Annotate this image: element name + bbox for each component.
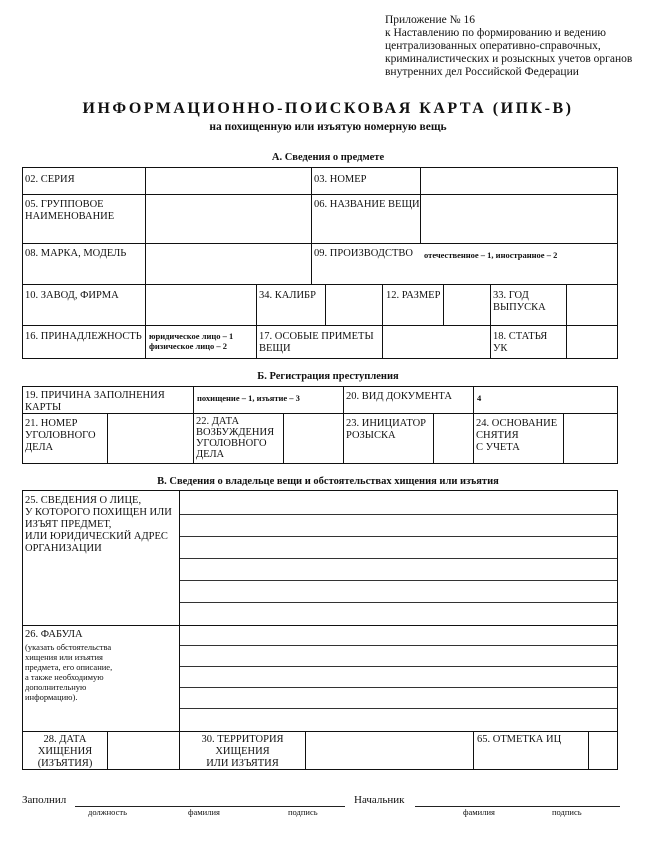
label-f25-owner-info: 25. СВЕДЕНИЯ О ЛИЦЕ, У КОТОРОГО ПОХИЩЕН ИЛИ ИЗЪЯТ ПРЕДМЕТ, ИЛИ ЮРИДИЧЕСКИЙ АДРЕС ОРГАНИЗАЦИИ — [25, 495, 172, 554]
input-f28-theft-date[interactable] — [108, 732, 178, 769]
input-f06-item-name[interactable] — [421, 195, 617, 243]
form-title: ИНФОРМАЦИОННО-ПОИСКОВАЯ КАРТА (ИПК-В) — [82, 100, 574, 117]
input-f23-initiator[interactable] — [434, 414, 472, 463]
label-f65-ic-mark: 65. ОТМЕТКА ИЦ — [477, 734, 562, 745]
input-f30-territory[interactable] — [306, 732, 472, 769]
section-c-title: В. Сведения о владельце вещи и обстоятельствах хищения или изъятия — [157, 476, 499, 487]
label-f10-factory: 10. ЗАВОД, ФИРМА — [25, 290, 119, 301]
f20-document-type-value[interactable]: 4 — [477, 393, 482, 403]
input-f02-series[interactable] — [146, 168, 310, 194]
input-f18-article[interactable] — [567, 326, 617, 358]
label-f12-size: 12. РАЗМЕР — [386, 290, 441, 301]
section-a-title: А. Сведения о предмете — [271, 152, 385, 163]
label-f17-special-marks: 17. ОСОБЫЕ ПРИМЕТЫ ВЕЩИ — [259, 331, 374, 354]
input-f33-year[interactable] — [567, 285, 617, 325]
form-subtitle: на похищенную или изъятую номерную вещь — [209, 121, 447, 133]
input-f26-plot[interactable] — [180, 626, 617, 730]
input-f22-case-date[interactable] — [284, 414, 342, 463]
input-f65-ic-mark[interactable] — [589, 732, 617, 769]
label-f08-brand-model: 08. МАРКА, МОДЕЛЬ — [25, 248, 127, 259]
label-f30-territory: 30. ТЕРРИТОРИЯ ХИЩЕНИЯ ИЛИ ИЗЪЯТИЯ — [201, 734, 284, 769]
input-f21-case-number[interactable] — [108, 414, 192, 463]
label-f03-number: 03. НОМЕР — [314, 174, 367, 185]
input-f34-caliber[interactable] — [326, 285, 381, 325]
label-f18-article: 18. СТАТЬЯ УК — [493, 331, 548, 354]
chief-signature-line[interactable] — [415, 806, 620, 807]
label-f02-series: 02. СЕРИЯ — [25, 174, 75, 185]
label-f34-caliber: 34. КАЛИБР — [259, 290, 316, 301]
label-f24-removal-basis: 24. ОСНОВАНИЕ СНЯТИЯ С УЧЕТА — [476, 418, 558, 453]
label-f33-year: 33. ГОД ВЫПУСКА — [493, 290, 546, 313]
input-f08-brand-model[interactable] — [146, 244, 310, 284]
f16-ownership-options[interactable]: юридическое лицо – 1 физическое лицо – 2 — [149, 331, 234, 351]
label-f21-case-number: 21. НОМЕР УГОЛОВНОГО ДЕЛА — [25, 418, 96, 453]
label-f23-initiator: 23. ИНИЦИАТОР РОЗЫСКА — [346, 418, 427, 441]
label-f06-item-name: 06. НАЗВАНИЕ ВЕЩИ — [314, 199, 420, 210]
input-f25-owner-info[interactable] — [180, 491, 617, 624]
input-f24-removal-basis[interactable] — [564, 414, 617, 463]
input-f17-special-marks[interactable] — [383, 326, 489, 358]
label-f22-case-date: 22. ДАТА ВОЗБУЖДЕНИЯ УГОЛОВНОГО ДЕЛА — [196, 416, 275, 460]
hint-surname-chief: фамилия — [463, 807, 495, 817]
input-f05-group-name[interactable] — [146, 195, 310, 243]
hint-signature: подпись — [288, 807, 318, 817]
input-f03-number[interactable] — [421, 168, 617, 194]
f09-production-options[interactable]: отечественное – 1, иностранное – 2 — [424, 250, 558, 260]
hint-position: должность — [88, 807, 127, 817]
f26-plot-note: (указать обстоятельства хищения или изъятия предмета, его описание, а также необходимую дополнительную информацию). — [25, 642, 113, 702]
f19-reason-options[interactable]: похищение – 1, изъятие – 3 — [197, 393, 300, 403]
hint-signature-chief: подпись — [552, 807, 582, 817]
hint-surname: фамилия — [188, 807, 220, 817]
input-f12-size[interactable] — [444, 285, 489, 325]
label-f16-ownership: 16. ПРИНАДЛЕЖНОСТЬ — [25, 331, 142, 342]
label-f28-theft-date: 28. ДАТА ХИЩЕНИЯ (ИЗЪЯТИЯ) — [37, 734, 93, 769]
label-f19-reason: 19. ПРИЧИНА ЗАПОЛНЕНИЯ КАРТЫ — [25, 390, 165, 413]
label-chief: Начальник — [354, 794, 405, 806]
label-f26-plot: 26. ФАБУЛА — [25, 629, 83, 640]
input-f10-factory[interactable] — [146, 285, 255, 325]
label-f09-production: 09. ПРОИЗВОДСТВО — [314, 248, 413, 259]
section-b-title: Б. Регистрация преступления — [257, 371, 399, 382]
label-f20-document-type: 20. ВИД ДОКУМЕНТА — [346, 391, 452, 402]
label-filled-by: Заполнил — [22, 794, 67, 806]
appendix-note: Приложение № 16 к Наставлению по формированию и ведению централизованных оперативно-справочных, криминалистических и розыскных учетов органов внутренних дел Российской Федерации — [385, 14, 633, 78]
label-f05-group-name: 05. ГРУППОВОЕ НАИМЕНОВАНИЕ — [25, 199, 115, 222]
